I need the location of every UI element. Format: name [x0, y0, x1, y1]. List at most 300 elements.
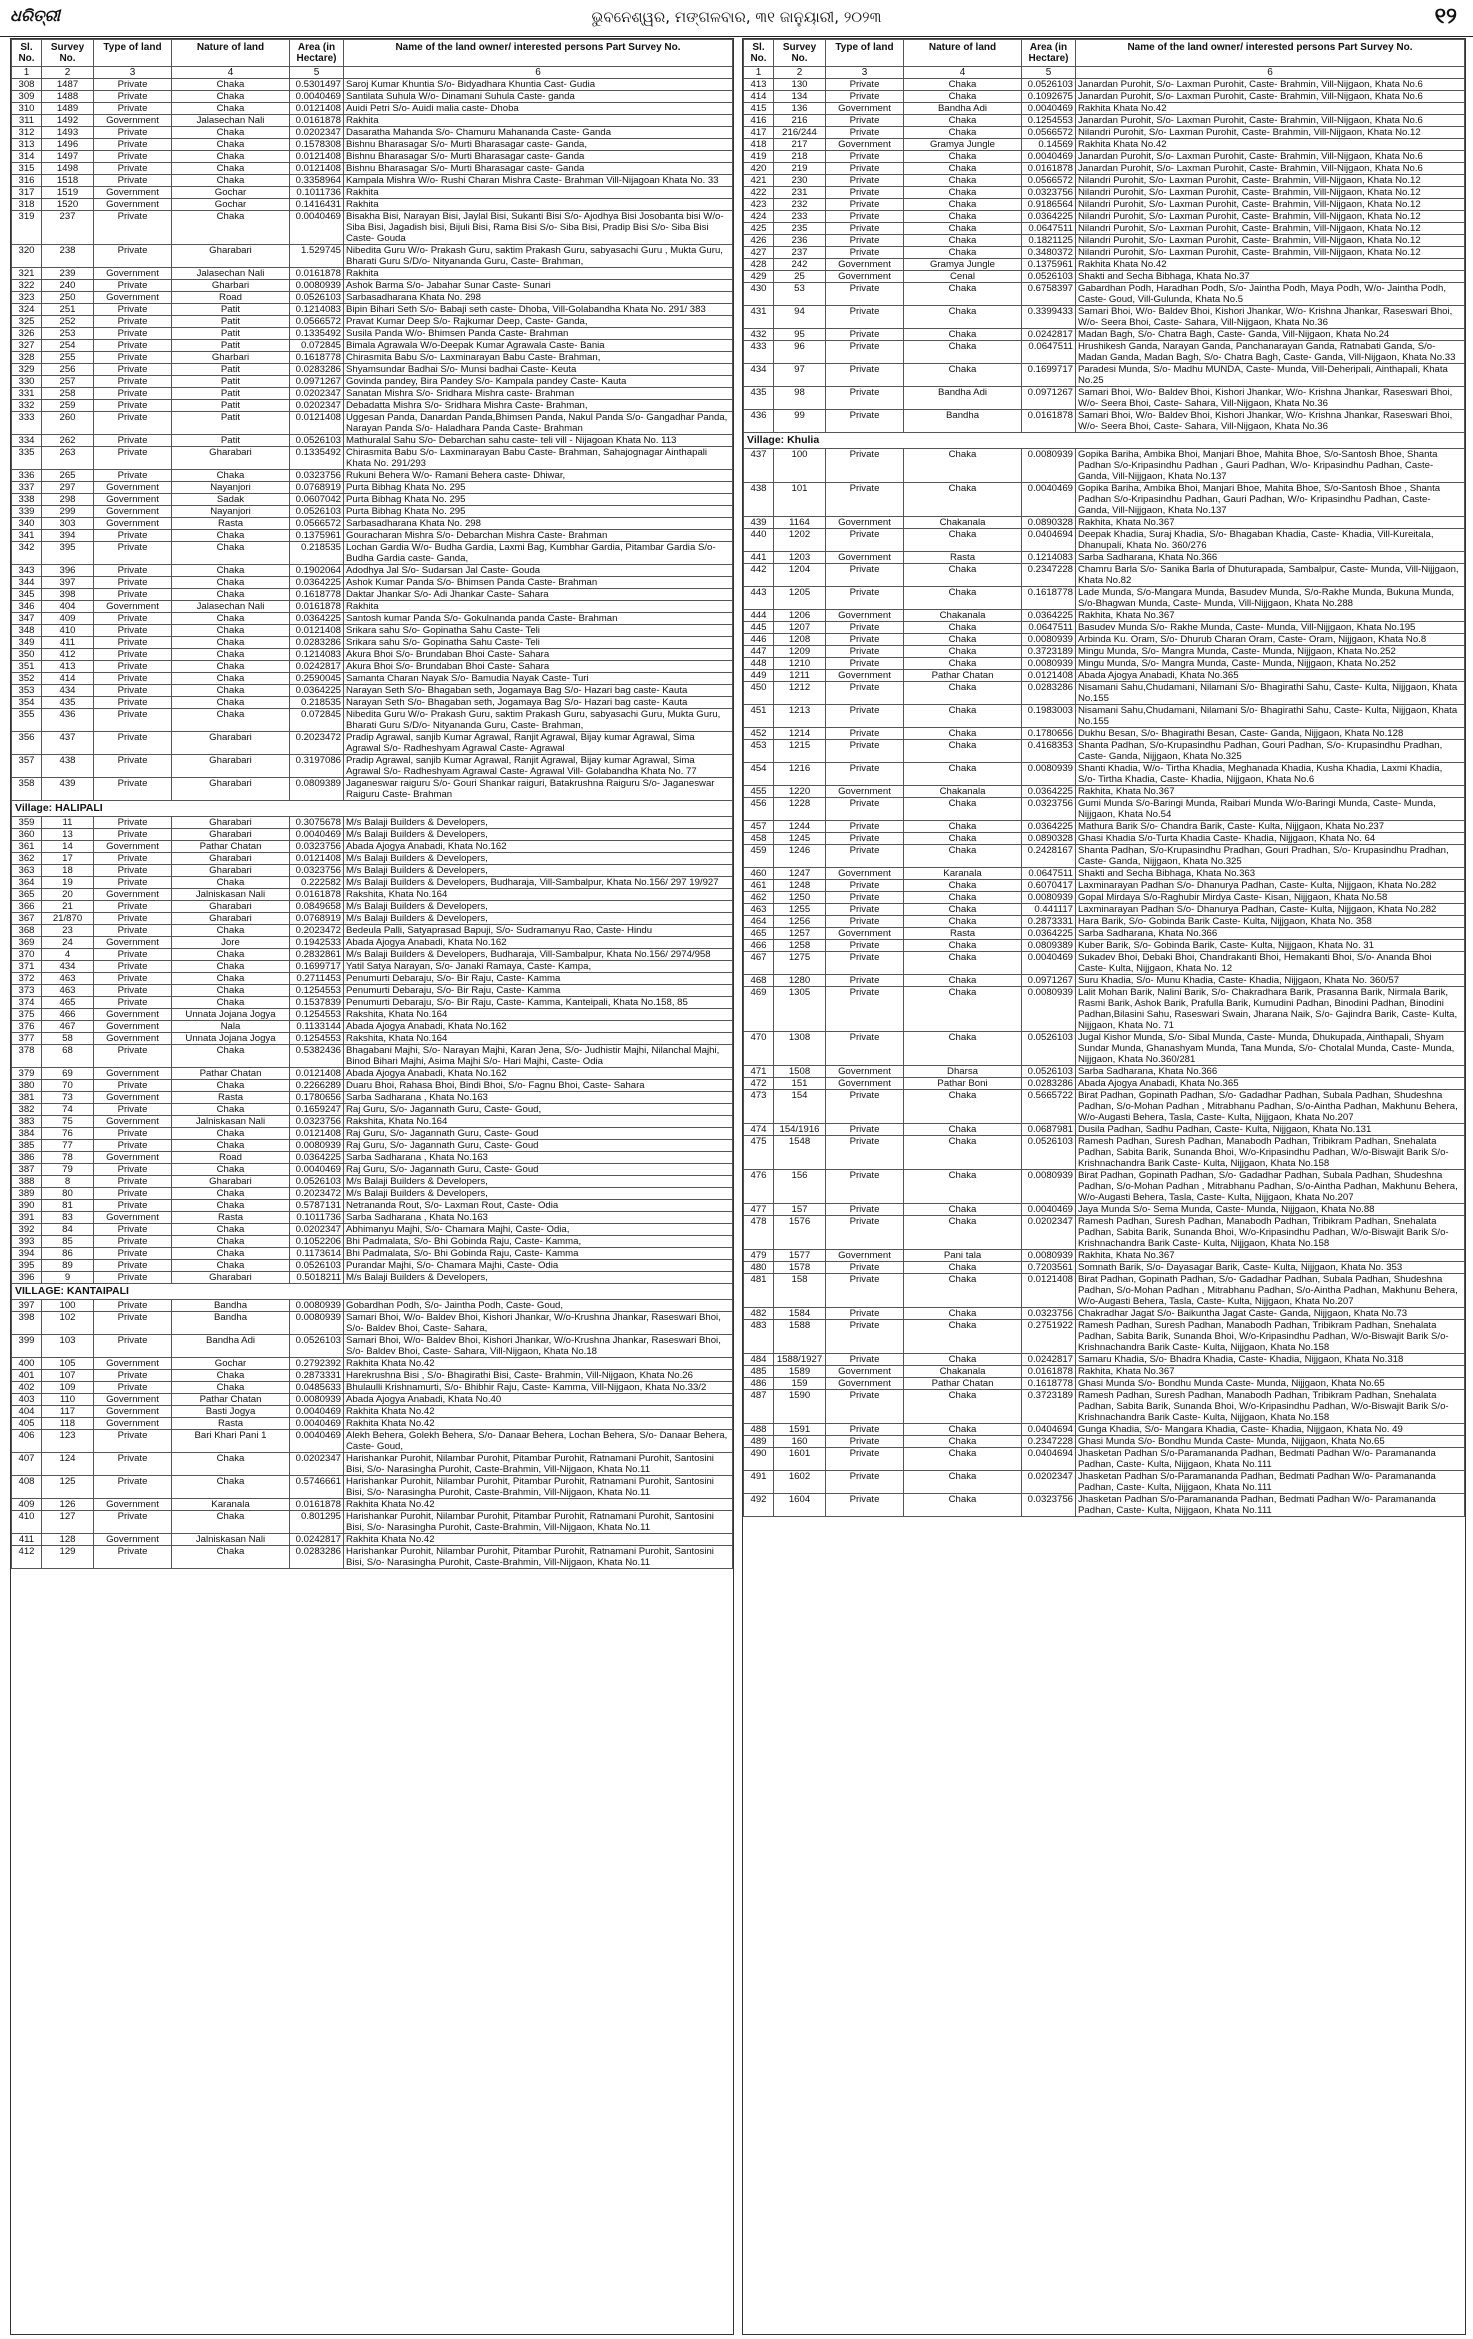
table-row [12, 1453, 733, 1476]
sl-no-cell: 325 [12, 316, 42, 328]
land-nature-cell: Chaka [172, 1382, 290, 1394]
area-cell: 0.0364225 [1022, 211, 1076, 223]
table-row [12, 412, 733, 435]
owner-cell: Mingu Munda, S/o- Mangra Munda, Caste- Munda, Nijjgaon, Khata No.252 [1076, 658, 1465, 670]
owner-cell: Birat Padhan, Gopinath Padhan, S/o- Gadadhar Padhan, Subala Padhan, Shudeshna Padhan, S/o-Mohan Padhan , Mitrabhanu Padhan, S/o-Aintha Padhan, Makhunu Behera, W/o-Augasti Behera, Tasla, Caste- Kulta, Nijjgaon, Khata No.207 [1076, 1274, 1465, 1308]
survey-no-cell: 242 [774, 259, 826, 271]
sl-no-cell: 472 [744, 1078, 774, 1090]
land-type-cell: Private [826, 151, 904, 163]
land-type-cell: Private [826, 682, 904, 705]
land-nature-cell: Chaka [172, 1476, 290, 1499]
area-cell: 0.14569 [1022, 139, 1076, 151]
land-type-cell: Private [94, 542, 172, 565]
land-nature-cell: Chaka [172, 565, 290, 577]
owner-cell: Dasaratha Mahanda S/o- Chamuru Mahananda Caste- Ganda [344, 127, 733, 139]
land-type-cell: Private [94, 447, 172, 470]
table-row [12, 376, 733, 388]
land-nature-cell: Chaka [172, 997, 290, 1009]
land-nature-cell: Patit [172, 364, 290, 376]
survey-no-cell: 259 [42, 400, 94, 412]
survey-no-cell: 256 [42, 364, 94, 376]
land-type-cell: Private [826, 410, 904, 433]
land-nature-cell: Chaka [172, 1260, 290, 1272]
area-cell: 0.0526103 [290, 1176, 344, 1188]
area-cell: 0.1416431 [290, 199, 344, 211]
area-cell: 0.5018211 [290, 1272, 344, 1284]
table-row [744, 1066, 1465, 1078]
land-type-cell: Private [826, 175, 904, 187]
area-cell: 0.0121408 [1022, 670, 1076, 682]
owner-cell: Rakshita, Khata No.164 [344, 889, 733, 901]
sl-no-cell: 340 [12, 518, 42, 530]
survey-no-cell: 437 [42, 732, 94, 755]
land-nature-cell: Nala [172, 1021, 290, 1033]
land-type-cell: Government [94, 1418, 172, 1430]
area-cell: 0.0971267 [1022, 387, 1076, 410]
owner-cell: Lochan Gardia W/o- Budha Gardia, Laxmi Bag, Kumbhar Gardia, Pitambar Gardia S/o- Budha Gardia caste- Ganda, [344, 542, 733, 565]
owner-cell: Penumurti Debaraju, S/o- Bir Raju, Caste- Kamma [344, 973, 733, 985]
sl-no-cell: 421 [744, 175, 774, 187]
table-row [12, 625, 733, 637]
table-row [12, 961, 733, 973]
table-row [744, 1494, 1465, 1517]
owner-cell: Abada Ajogya Anabadi, Khata No.162 [344, 937, 733, 949]
survey-no-cell: 24 [42, 937, 94, 949]
survey-no-cell: 80 [42, 1188, 94, 1200]
owner-cell: Basudev Munda S/o- Rakhe Munda, Caste- Munda, Vill-Nijjgaon, Khata No.195 [1076, 622, 1465, 634]
area-cell: 0.222582 [290, 877, 344, 889]
land-nature-cell: Chaka [904, 634, 1022, 646]
table-row [744, 1170, 1465, 1204]
survey-no-cell: 1589 [774, 1366, 826, 1378]
owner-cell: Arbinda Ku. Oram, S/o- Dhurub Charan Oram, Caste- Oram, Nijjgaon, Khata No.8 [1076, 634, 1465, 646]
land-nature-cell: Jore [172, 937, 290, 949]
owner-cell: Rakhita Khata No.42 [1076, 103, 1465, 115]
table-row [744, 1090, 1465, 1124]
land-type-cell: Government [826, 259, 904, 271]
sl-no-cell: 394 [12, 1248, 42, 1260]
table-row [12, 1080, 733, 1092]
land-type-cell: Government [94, 494, 172, 506]
land-type-cell: Government [94, 199, 172, 211]
area-cell: 0.0161878 [290, 115, 344, 127]
survey-no-cell: 463 [42, 985, 94, 997]
land-type-cell: Private [826, 529, 904, 552]
sl-no-cell: 433 [744, 341, 774, 364]
land-nature-cell: Chaka [904, 1136, 1022, 1170]
col-number: 4 [172, 67, 290, 79]
owner-cell: Shakti and Secha Bibhaga, Khata No.37 [1076, 271, 1465, 283]
owner-cell: Lade Munda, S/o-Mangara Munda, Basudev Munda, S/o-Rakhe Munda, Bukuna Munda, S/o-Bhagwan Munda, Caste- Munda, Vill-Nijjgaon, Khata No.288 [1076, 587, 1465, 610]
col-number: 2 [774, 67, 826, 79]
area-cell: 0.0364225 [1022, 786, 1076, 798]
survey-no-cell: 129 [42, 1546, 94, 1569]
survey-no-cell: 1578 [774, 1262, 826, 1274]
owner-cell: Raj Guru, S/o- Jagannath Guru, Caste- Goud [344, 1164, 733, 1176]
land-nature-cell: Chaka [904, 1124, 1022, 1136]
owner-cell: Samanta Charan Nayak S/o- Bamudia Nayak Caste- Turi [344, 673, 733, 685]
survey-no-cell: 217 [774, 139, 826, 151]
land-nature-cell: Chaka [172, 1546, 290, 1569]
owner-cell: Nilandri Purohit, S/o- Laxman Purohit, Caste- Brahmin, Vill-Nijgaon, Khata No.12 [1076, 211, 1465, 223]
table-row [12, 1236, 733, 1248]
owner-cell: Srikara sahu S/o- Gopinatha Sahu Caste- Teli [344, 637, 733, 649]
table-row [12, 316, 733, 328]
area-cell: 0.0283286 [290, 1546, 344, 1569]
area-cell: 0.0890328 [1022, 517, 1076, 529]
land-type-cell: Private [94, 673, 172, 685]
owner-cell: Penumurti Debaraju, S/o- Bir Raju, Caste- Kamma, Kanteipali, Khata No.158, 85 [344, 997, 733, 1009]
table-row [744, 329, 1465, 341]
survey-no-cell: 1584 [774, 1308, 826, 1320]
table-row [12, 973, 733, 985]
area-cell: 0.0283286 [1022, 682, 1076, 705]
survey-no-cell: 68 [42, 1045, 94, 1068]
survey-no-cell: 239 [42, 268, 94, 280]
land-nature-cell: Chaka [904, 798, 1022, 821]
table-row [12, 829, 733, 841]
survey-no-cell: 230 [774, 175, 826, 187]
area-cell: 0.0364225 [290, 1152, 344, 1164]
sl-no-cell: 426 [744, 235, 774, 247]
land-table-body-left [12, 79, 733, 1569]
land-nature-cell: Chaka [904, 1216, 1022, 1250]
table-row [744, 940, 1465, 952]
land-nature-cell: Chaka [904, 306, 1022, 329]
land-type-cell: Private [94, 530, 172, 542]
sl-no-cell: 391 [12, 1212, 42, 1224]
table-row [12, 245, 733, 268]
col-number: 5 [290, 67, 344, 79]
table-row [744, 952, 1465, 975]
sl-no-cell: 390 [12, 1200, 42, 1212]
land-type-cell: Government [826, 928, 904, 940]
land-nature-cell: Chaka [172, 151, 290, 163]
survey-no-cell: 1275 [774, 952, 826, 975]
land-nature-cell: Chaka [904, 163, 1022, 175]
owner-cell: Somnath Barik, S/o- Dayasagar Barik, Caste- Kulta, Nijjgaon, Khata No. 353 [1076, 1262, 1465, 1274]
owner-cell: Raj Guru, S/o- Jagannath Guru, Caste- Goud [344, 1128, 733, 1140]
land-nature-cell: Chaka [904, 199, 1022, 211]
land-type-cell: Private [94, 949, 172, 961]
owner-cell: Harishankar Purohit, Nilambar Purohit, Pitambar Purohit, Ratnamani Purohit, Santosini Bisi, S/o- Narasingha Purohit, Caste-Brahmin, Vill-Nijgaon, Khata No.11 [344, 1511, 733, 1534]
col-type-of-land: Type of land [826, 40, 904, 67]
survey-no-cell: 404 [42, 601, 94, 613]
table-row [12, 175, 733, 187]
sl-no-cell: 479 [744, 1250, 774, 1262]
table-row [12, 1546, 733, 1569]
area-cell: 0.2347228 [1022, 1436, 1076, 1448]
area-cell: 0.1335492 [290, 328, 344, 340]
area-cell: 0.1902064 [290, 565, 344, 577]
table-row [12, 304, 733, 316]
survey-no-cell: 1256 [774, 916, 826, 928]
land-type-cell: Private [94, 211, 172, 245]
table-row [744, 552, 1465, 564]
survey-no-cell: 232 [774, 199, 826, 211]
land-nature-cell: Patit [172, 340, 290, 352]
owner-cell: Shanta Padhan, S/o-Krupasindhu Pradhan, Gouri Pradhan, S/o- Krupasindhu Pradhan, Caste- Ganda, Nijjgaon, Khata No.325 [1076, 845, 1465, 868]
land-type-cell: Government [94, 601, 172, 613]
land-type-cell: Private [826, 705, 904, 728]
survey-no-cell: 98 [774, 387, 826, 410]
owner-cell: Alekh Behera, Golekh Behera, S/o- Danaar Behera, Lochan Behera, S/o- Danaar Behera, Caste- Goud, [344, 1430, 733, 1453]
area-cell: 0.0202347 [1022, 1471, 1076, 1494]
sl-no-cell: 413 [744, 79, 774, 91]
owner-cell: Duaru Bhoi, Rahasa Bhoi, Bindi Bhoi, S/o- Fagnu Bhoi, Caste- Sahara [344, 1080, 733, 1092]
land-nature-cell: Chaka [172, 91, 290, 103]
owner-cell: Bishnu Bharasagar S/o- Murti Bharasagar caste- Ganda [344, 163, 733, 175]
survey-no-cell: 466 [42, 1009, 94, 1021]
land-type-cell: Private [826, 658, 904, 670]
area-cell: 0.0687981 [1022, 1124, 1076, 1136]
sl-no-cell: 403 [12, 1394, 42, 1406]
land-nature-cell: Gharabari [172, 732, 290, 755]
survey-no-cell: 25 [774, 271, 826, 283]
sl-no-cell: 364 [12, 877, 42, 889]
owner-cell: Abada Ajogya Anabadi, Khata No.162 [344, 841, 733, 853]
survey-no-cell: 23 [42, 925, 94, 937]
sl-no-cell: 408 [12, 1476, 42, 1499]
area-cell: 0.0809389 [1022, 940, 1076, 952]
sl-no-cell: 428 [744, 259, 774, 271]
land-nature-cell: Chaka [904, 833, 1022, 845]
survey-no-cell: 73 [42, 1092, 94, 1104]
sl-no-cell: 375 [12, 1009, 42, 1021]
land-nature-cell: Gramya Jungle [904, 139, 1022, 151]
land-type-cell: Government [826, 103, 904, 115]
land-type-cell: Private [826, 1424, 904, 1436]
land-type-cell: Government [94, 841, 172, 853]
area-cell: 0.1173614 [290, 1248, 344, 1260]
land-nature-cell: Chaka [904, 658, 1022, 670]
sl-no-cell: 448 [744, 658, 774, 670]
owner-cell: Dukhu Besan, S/o- Bhagirathi Besan, Caste- Ganda, Nijjgaon, Khata No.128 [1076, 728, 1465, 740]
area-cell: 0.2347228 [1022, 564, 1076, 587]
sl-no-cell: 357 [12, 755, 42, 778]
land-type-cell: Private [94, 139, 172, 151]
land-nature-cell: Jalasechan Nali [172, 601, 290, 613]
sl-no-cell: 486 [744, 1378, 774, 1390]
sl-no-cell: 424 [744, 211, 774, 223]
owner-cell: Adodhya Jal S/o- Sudarsan Jal Caste- Gouda [344, 565, 733, 577]
area-cell: 0.1375961 [1022, 259, 1076, 271]
land-type-cell: Private [826, 211, 904, 223]
land-type-cell: Private [826, 634, 904, 646]
survey-no-cell: 238 [42, 245, 94, 268]
survey-no-cell: 1602 [774, 1471, 826, 1494]
area-cell: 0.2711453 [290, 973, 344, 985]
sl-no-cell: 416 [744, 115, 774, 127]
owner-cell: Nisamani Sahu,Chudamani, Nilamani S/o- Bhagirathi Sahu, Caste- Kulta, Nijjgaon, Khata No.155 [1076, 705, 1465, 728]
sl-no-cell: 489 [744, 1436, 774, 1448]
land-nature-cell: Chaka [904, 1308, 1022, 1320]
area-cell: 0.0040469 [290, 91, 344, 103]
area-cell: 0.0040469 [290, 829, 344, 841]
survey-no-cell: 125 [42, 1476, 94, 1499]
land-type-cell: Government [826, 271, 904, 283]
land-nature-cell: Chaka [904, 235, 1022, 247]
land-nature-cell: Chaka [904, 449, 1022, 483]
sl-no-cell: 317 [12, 187, 42, 199]
land-nature-cell: Pathar Chatan [172, 1068, 290, 1080]
table-row [744, 1320, 1465, 1354]
table-row [12, 1312, 733, 1335]
land-type-cell: Private [94, 1236, 172, 1248]
sl-no-cell: 342 [12, 542, 42, 565]
table-row [12, 949, 733, 961]
land-nature-cell: Gharabari [172, 853, 290, 865]
table-row [744, 1354, 1465, 1366]
survey-no-cell: 1280 [774, 975, 826, 987]
owner-cell: Dusila Padhan, Sadhu Padhan, Caste- Kulta, Nijjgaon, Khata No.131 [1076, 1124, 1465, 1136]
land-nature-cell: Rasta [172, 1092, 290, 1104]
land-nature-cell: Gharabari [172, 245, 290, 268]
area-cell: 0.1537839 [290, 997, 344, 1009]
land-nature-cell: Rasta [172, 1418, 290, 1430]
land-type-cell: Private [94, 352, 172, 364]
owner-cell: Pravat Kumar Deep S/o- Rajkumar Deep, Caste- Ganda, [344, 316, 733, 328]
land-nature-cell: Chaka [904, 740, 1022, 763]
owner-cell: Debadatta Mishra S/o- Sridhara Mishra Caste- Brahman, [344, 400, 733, 412]
survey-no-cell: 396 [42, 565, 94, 577]
area-cell: 0.3723189 [1022, 1390, 1076, 1424]
land-nature-cell: Chakanala [904, 517, 1022, 529]
sl-no-cell: 419 [744, 151, 774, 163]
sl-no-cell: 399 [12, 1335, 42, 1358]
table-row [744, 798, 1465, 821]
land-nature-cell: Chaka [904, 211, 1022, 223]
owner-cell: Shakti and Secha Bibhaga, Khata No.363 [1076, 868, 1465, 880]
area-cell: 0.0161878 [1022, 163, 1076, 175]
owner-cell: Rakhita Khata No.42 [344, 1534, 733, 1546]
land-nature-cell: Chaka [172, 470, 290, 482]
land-type-cell: Private [94, 697, 172, 709]
owner-cell: Kampala Mishra W/o- Rushi Charan Mishra Caste- Brahman Vill-Nijagoan Khata No. 33 [344, 175, 733, 187]
owner-cell: Chamru Barla S/o- Sanika Barla of Dhuturapada, Sambalpur, Caste- Munda, Vill-Nijjgaon, Khata No.82 [1076, 564, 1465, 587]
sl-no-cell: 369 [12, 937, 42, 949]
survey-no-cell: 1497 [42, 151, 94, 163]
owner-cell: Lalit Mohan Barik, Nalini Barik, S/o- Chakradhara Barik, Prasanna Barik, Nirmala Barik, Rasmi Barik, Ashok Barik, Prafulla Barik, Kumudini Padhan, Binodini Padhan, Binodini Padhan,Bilasini Sahu, Raseswari Swain, Jharana Naik, S/o- Gajindra Barik, Caste- Kulta, Nijjgaon, Khata No. 71 [1076, 987, 1465, 1032]
table-header-row [12, 40, 733, 67]
table-row [12, 1499, 733, 1511]
sl-no-cell: 385 [12, 1140, 42, 1152]
survey-no-cell: 463 [42, 973, 94, 985]
table-row [12, 1272, 733, 1284]
survey-no-cell: 1492 [42, 115, 94, 127]
land-table-body-right [744, 79, 1465, 1517]
land-type-cell: Government [826, 1066, 904, 1078]
land-nature-cell: Chaka [172, 542, 290, 565]
owner-cell: Jugal Kishor Munda, S/o- Sibal Munda, Caste- Munda, Dhukupada, Ainthapali, Shyam Sundar Munda, Ghanashyam Munda, Tana Munda, S/o- Chotalal Munda, Caste- Munda, Nijjgaon, Khata No.360/281 [1076, 1032, 1465, 1066]
land-nature-cell: Unnata Jojana Jogya [172, 1009, 290, 1021]
sl-no-cell: 458 [744, 833, 774, 845]
sl-no-cell: 315 [12, 163, 42, 175]
survey-no-cell: 1207 [774, 622, 826, 634]
area-cell: 0.0040469 [290, 1430, 344, 1453]
area-cell: 0.1092675 [1022, 91, 1076, 103]
table-row [744, 634, 1465, 646]
land-nature-cell: Patit [172, 388, 290, 400]
col-number: 6 [1076, 67, 1465, 79]
land-nature-cell: Bandha [172, 1312, 290, 1335]
owner-cell: Mathura Barik S/o- Chandra Barik, Caste- Kulta, Nijjgaon, Khata No.237 [1076, 821, 1465, 833]
survey-no-cell: 99 [774, 410, 826, 433]
survey-no-cell: 77 [42, 1140, 94, 1152]
owner-cell: Rakhita Khata No.42 [344, 1358, 733, 1370]
land-type-cell: Government [94, 292, 172, 304]
table-row [12, 925, 733, 937]
survey-no-cell: 8 [42, 1176, 94, 1188]
sl-no-cell: 358 [12, 778, 42, 801]
sl-no-cell: 330 [12, 376, 42, 388]
land-nature-cell: Chaka [172, 637, 290, 649]
col-area: Area (in Hectare) [290, 40, 344, 67]
sl-no-cell: 431 [744, 306, 774, 329]
land-type-cell: Government [94, 115, 172, 127]
sl-no-cell: 423 [744, 199, 774, 211]
land-nature-cell: Chaka [172, 877, 290, 889]
owner-cell: Sarba Sadharana , Khata No.163 [344, 1092, 733, 1104]
village-heading [12, 1284, 733, 1300]
area-cell: 0.0364225 [1022, 928, 1076, 940]
sl-no-cell: 442 [744, 564, 774, 587]
area-cell: 0.072845 [290, 709, 344, 732]
land-nature-cell: Chaka [172, 1453, 290, 1476]
owner-cell: Gobardhan Podh, S/o- Jaintha Podh, Caste- Goud, [344, 1300, 733, 1312]
table-row [12, 103, 733, 115]
survey-no-cell: 255 [42, 352, 94, 364]
survey-no-cell: 299 [42, 506, 94, 518]
area-cell: 0.0323756 [290, 865, 344, 877]
sl-no-cell: 462 [744, 892, 774, 904]
table-row [744, 235, 1465, 247]
land-type-cell: Private [826, 341, 904, 364]
survey-no-cell: 109 [42, 1382, 94, 1394]
owner-cell: Sanatan Mishra S/o- Sridhara Mishra caste- Brahman [344, 388, 733, 400]
area-cell: 0.0849658 [290, 901, 344, 913]
sl-no-cell: 319 [12, 211, 42, 245]
land-nature-cell: Bandha Adi [904, 103, 1022, 115]
land-type-cell: Private [826, 728, 904, 740]
table-row [12, 1511, 733, 1534]
column-number-row [12, 67, 733, 79]
area-cell: 0.0647511 [1022, 868, 1076, 880]
land-nature-cell: Patit [172, 304, 290, 316]
land-nature-cell: Karanala [904, 868, 1022, 880]
owner-cell: Srikara sahu S/o- Gopinatha Sahu Caste- Teli [344, 625, 733, 637]
table-row [744, 91, 1465, 103]
land-type-cell: Government [94, 889, 172, 901]
area-cell: 0.5665722 [1022, 1090, 1076, 1124]
table-row [744, 1032, 1465, 1066]
survey-no-cell: 126 [42, 1499, 94, 1511]
land-nature-cell: Chaka [904, 975, 1022, 987]
land-type-cell: Private [94, 388, 172, 400]
sl-no-cell: 397 [12, 1300, 42, 1312]
area-cell: 0.1011736 [290, 187, 344, 199]
area-cell: 0.3480372 [1022, 247, 1076, 259]
sl-no-cell: 454 [744, 763, 774, 786]
survey-no-cell: 1577 [774, 1250, 826, 1262]
col-survey-no: Survey No. [774, 40, 826, 67]
area-cell: 0.0283286 [290, 637, 344, 649]
area-cell: 0.0404694 [1022, 1424, 1076, 1436]
owner-cell: Samari Bhoi, W/o- Baldev Bhoi, Kishori Jhankar, W/o- Krishna Jhankar, Raseswari Bhoi, W/o- Seera Bhoi, Caste- Sahara, Vill-Nijgaon, Khata No.36 [1076, 387, 1465, 410]
area-cell: 0.2792392 [290, 1358, 344, 1370]
survey-no-cell: 151 [774, 1078, 826, 1090]
sl-no-cell: 492 [744, 1494, 774, 1517]
